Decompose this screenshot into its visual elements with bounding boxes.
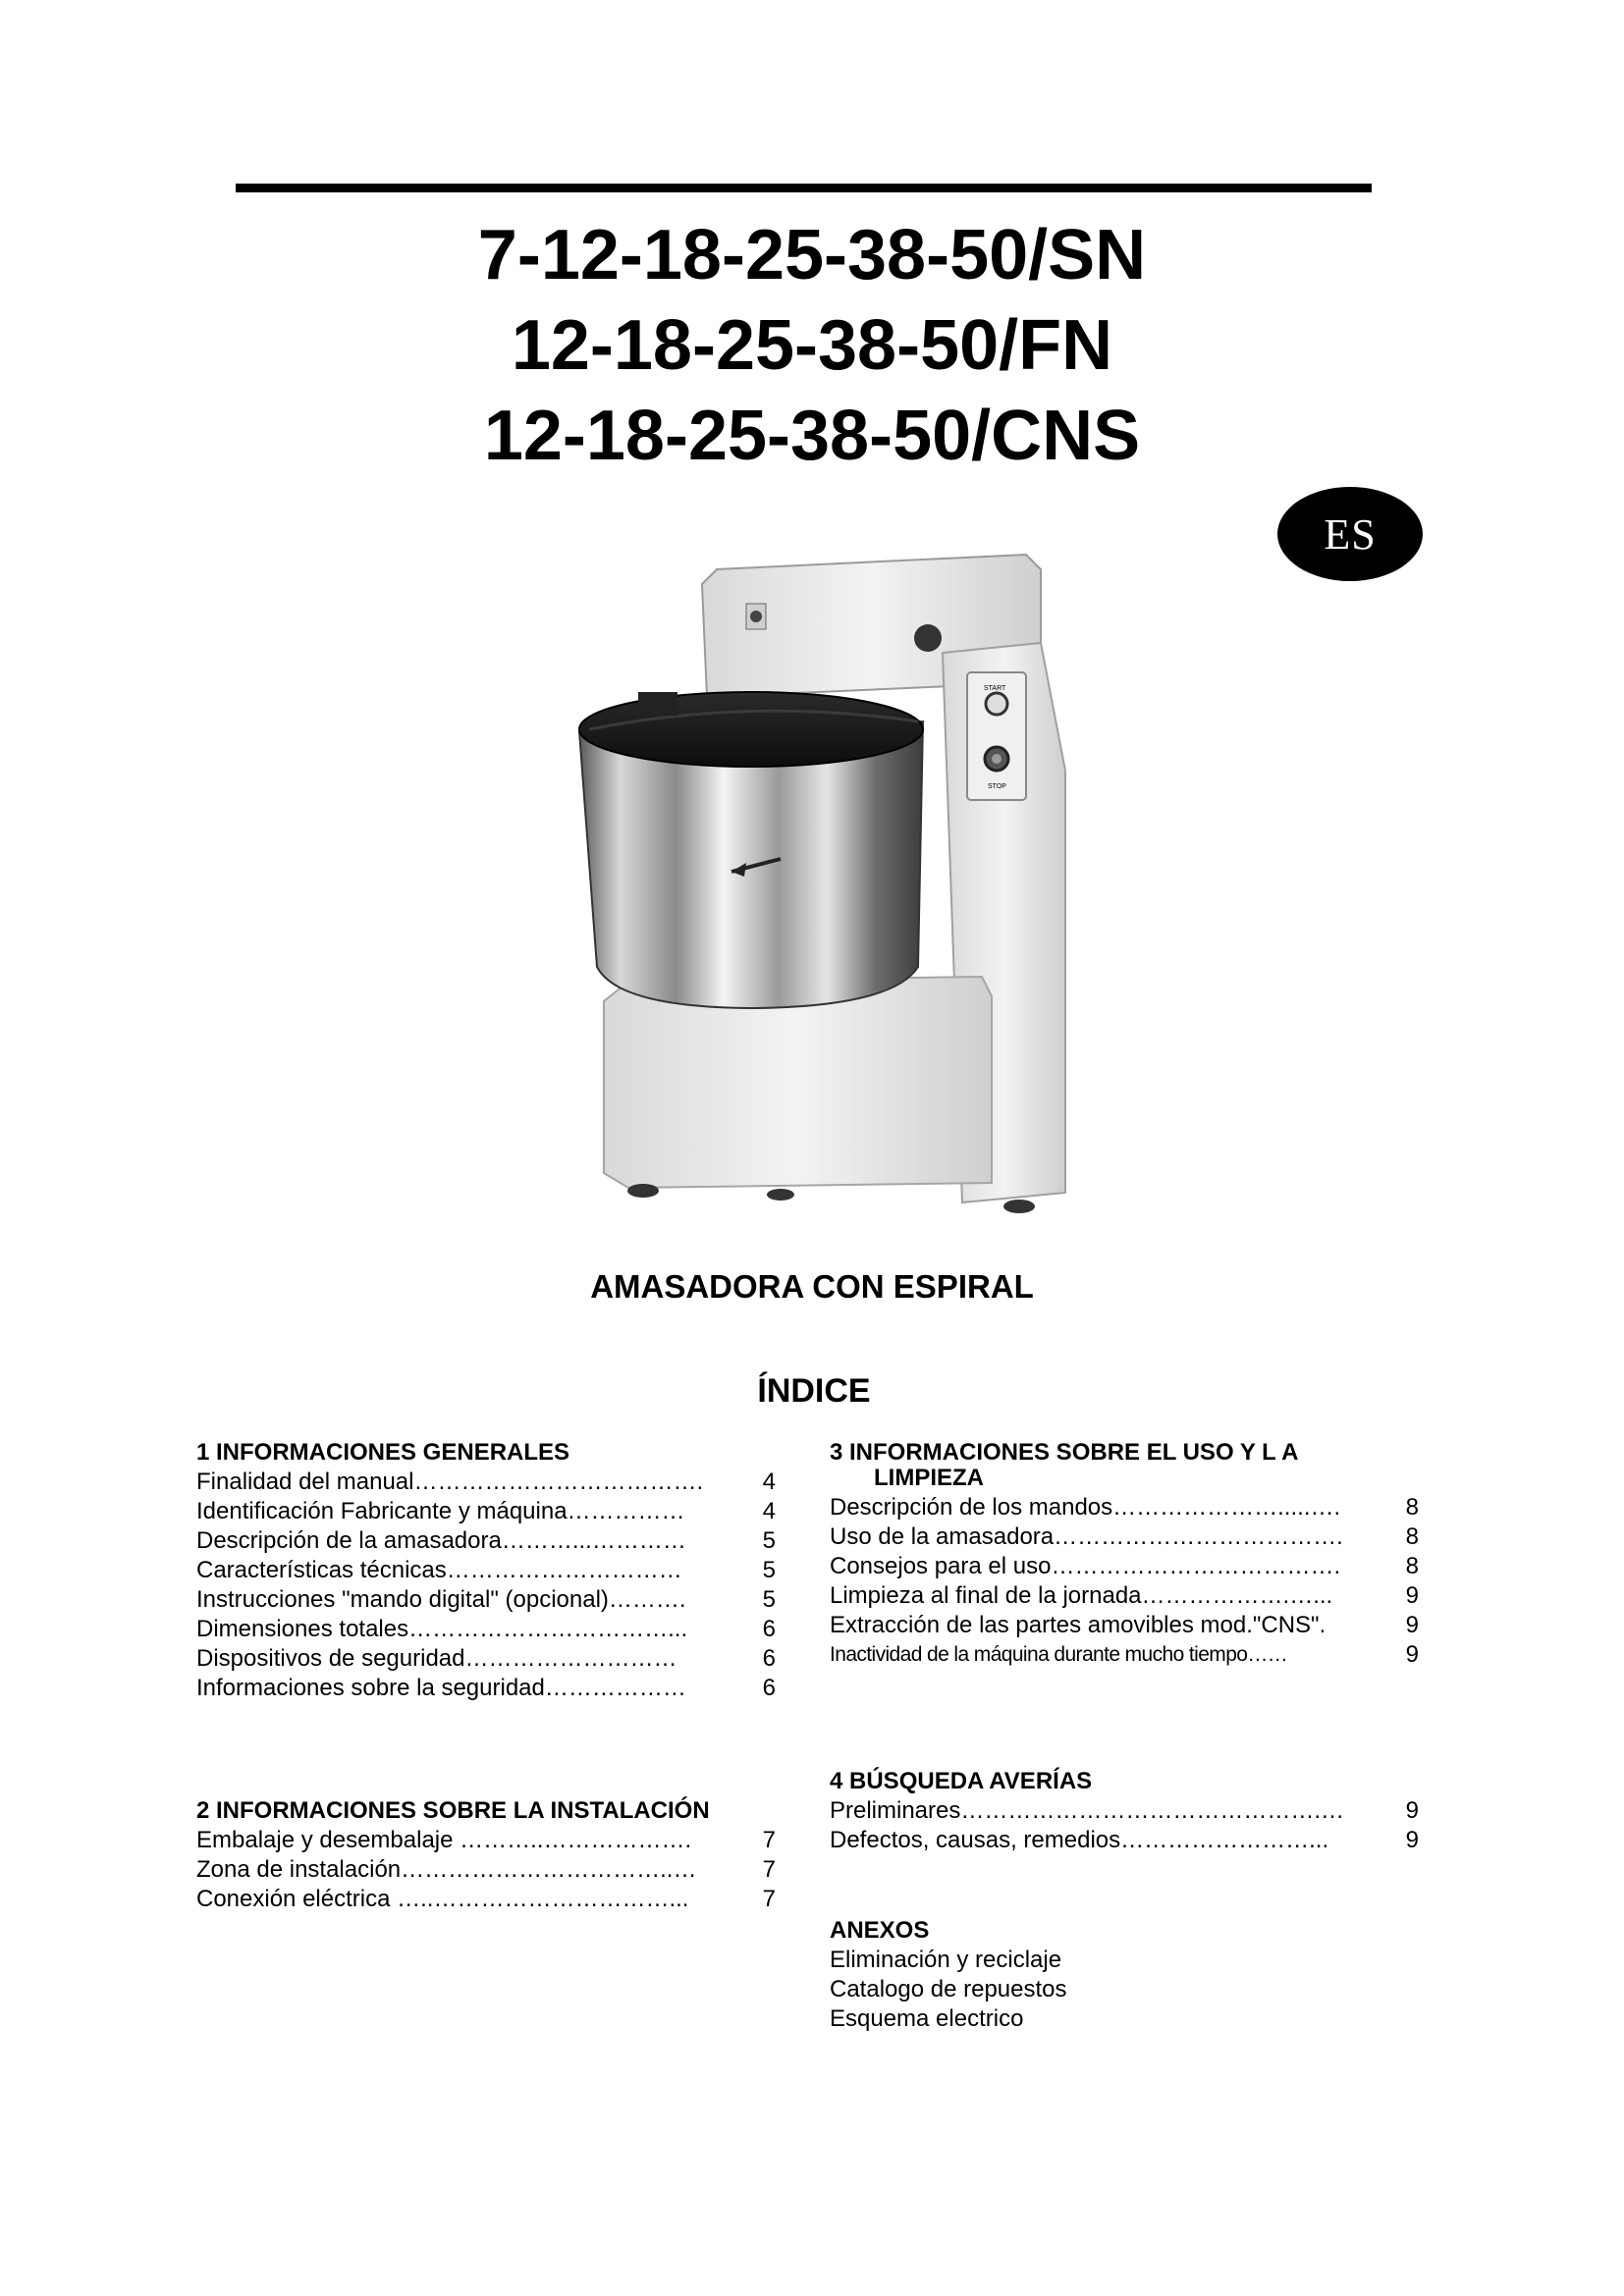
- model-list: [0, 216, 1624, 487]
- toc-entry[interactable]: Zona de instalación……………………………..… 7: [196, 1856, 776, 1883]
- toc-section-4: [830, 1767, 1419, 1855]
- toc-entry[interactable]: Dimensiones totales……………………………... 6: [196, 1616, 776, 1642]
- toc-entry[interactable]: Defectos, causas, remedios……………………... 9: [830, 1827, 1419, 1853]
- model-line: 12-18-25-38-50/FN: [511, 306, 1113, 385]
- toc-entry[interactable]: Identificación Fabricante y máquina…………… 4: [196, 1498, 776, 1524]
- language-badge: ES: [1277, 487, 1423, 581]
- model-line: 12-18-25-38-50/CNS: [483, 397, 1141, 475]
- start-label: START: [984, 685, 1006, 692]
- toc-entry[interactable]: Informaciones sobre la seguridad……………… 6: [196, 1675, 776, 1701]
- toc-section-3: [830, 1438, 1419, 1670]
- toc-entry[interactable]: Finalidad del manual………………………………. 4: [196, 1468, 776, 1495]
- toc-entry[interactable]: Extracción de las partes amovibles mod."CNS". 9: [830, 1612, 1419, 1638]
- toc-entry[interactable]: Descripción de la amasadora………...………… 5: [196, 1527, 776, 1554]
- product-title: AMASADORA CON ESPIRAL: [590, 1268, 1034, 1305]
- section-heading-cont: LIMPIEZA: [874, 1465, 984, 1491]
- section-heading: 2 INFORMACIONES SOBRE LA INSTALACIÓN: [196, 1797, 710, 1824]
- toc-section-2: [196, 1796, 776, 1914]
- toc-entry[interactable]: Conexión eléctrica …..…………………………... 7: [196, 1886, 776, 1912]
- toc-entry[interactable]: Consejos para el uso………………………………. 8: [830, 1553, 1419, 1579]
- toc-entry[interactable]: Instrucciones "mando digital" (opcional)………. 5: [196, 1586, 776, 1613]
- mixer-illustration: [530, 535, 1080, 1222]
- toc-entry[interactable]: Descripción de los mandos………………….....…. 8: [830, 1494, 1419, 1521]
- toc-entry[interactable]: Dispositivos de seguridad……………………… 6: [196, 1645, 776, 1672]
- toc-entry[interactable]: Uso de la amasadora………………………………. 8: [830, 1523, 1419, 1550]
- index-title: ÍNDICE: [757, 1372, 871, 1410]
- toc-entry[interactable]: Inactividad de la máquina durante mucho tiempo…… 9: [830, 1641, 1419, 1668]
- section-heading: 3 INFORMACIONES SOBRE EL USO Y L A: [830, 1439, 1299, 1466]
- annex-entry[interactable]: Eliminación y reciclaje: [830, 1947, 1062, 1973]
- toc-section-1: [196, 1438, 776, 1703]
- toc-entry[interactable]: Limpieza al final de la jornada……………….…... 9: [830, 1582, 1419, 1609]
- toc-entry[interactable]: Preliminares……………………………………….… 9: [830, 1797, 1419, 1824]
- annex-entry[interactable]: Catalogo de repuestos: [830, 1976, 1067, 2002]
- section-heading: ANEXOS: [830, 1917, 930, 1944]
- section-heading: 4 BÚSQUEDA AVERÍAS: [830, 1768, 1093, 1794]
- section-heading: 1 INFORMACIONES GENERALES: [196, 1439, 570, 1466]
- model-line: 7-12-18-25-38-50/SN: [477, 216, 1147, 294]
- toc-entry[interactable]: Embalaje y desembalaje ………..………………. 7: [196, 1827, 776, 1853]
- toc-entry[interactable]: Características técnicas………………………… 5: [196, 1557, 776, 1583]
- annex-entry[interactable]: Esquema electrico: [830, 2005, 1024, 2032]
- top-rule: [236, 184, 1372, 192]
- stop-label: STOP: [988, 783, 1006, 790]
- toc-annexes: [830, 1916, 1419, 2034]
